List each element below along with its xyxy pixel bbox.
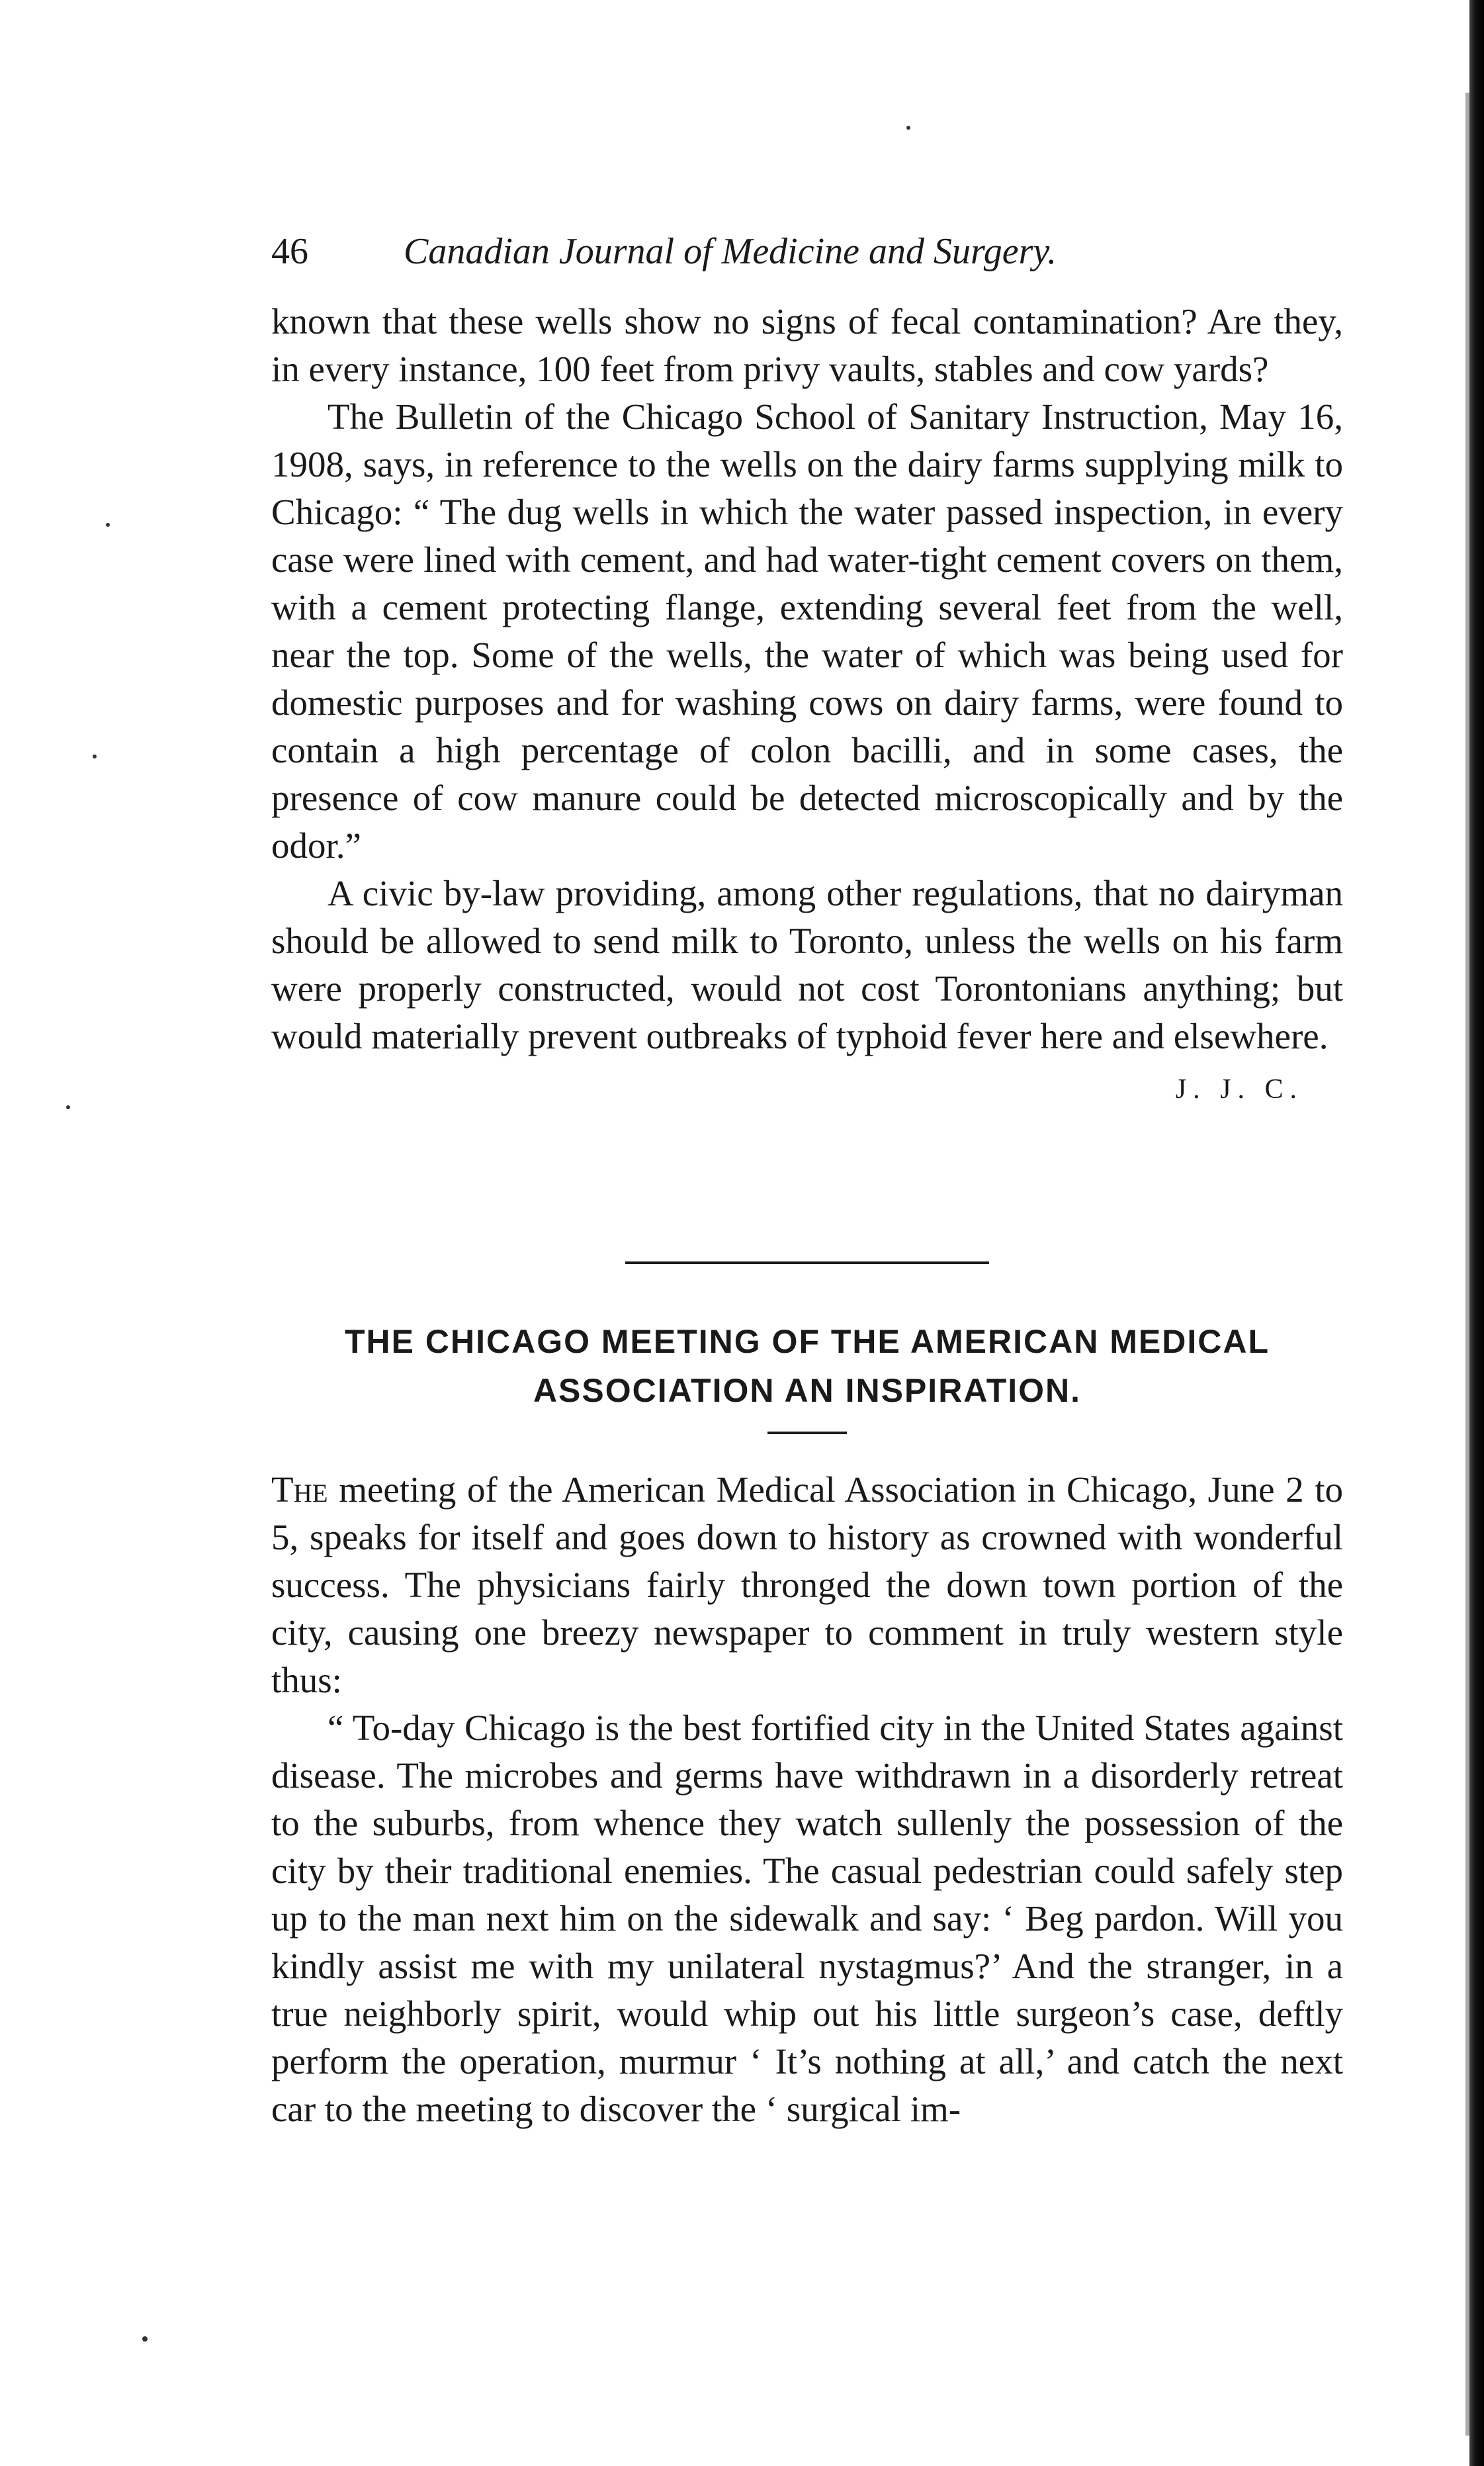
article-body — [271, 1466, 1343, 2133]
paragraph-bulletin-quote: The Bulletin of the Chicago School of Sanitary Instruction, May 16, 1908, says, in reference to the wells on the dairy farms supplying milk to Chicago: “ The dug wells in which the water passed inspection, in every case were lined with cement, and had water-tight cement covers on them, with a cement protecting flange, extending several feet from the well, near the top. Some of the wells, the water of which was being used for domestic purposes and for washing cows on dairy farms, were found to contain a high percentage of colon bacilli, and in some cases, the presence of cow manure could be detected microscopically and by the odor.” — [271, 396, 1343, 866]
page-number: 46 — [271, 231, 308, 272]
article-paragraph-intro — [271, 1466, 1343, 1704]
article-heading — [271, 1317, 1343, 1415]
print-speck — [93, 754, 97, 758]
paragraph-bylaw — [271, 870, 1343, 1105]
print-speck — [66, 1105, 70, 1109]
article-first-word: The — [271, 1469, 328, 1510]
section-divider — [625, 1261, 989, 1264]
article-paragraph-intro-text: meeting of the American Medical Association in Chicago, June 2 to 5, speaks for itself and goes down to history as crowned with wonderful success. The physicians fairly thronged the down town portion of the city, causing one breezy newspaper to comment in truly western style thus: — [271, 1469, 1343, 1700]
journal-title: Canadian Journal of Medicine and Surgery. — [404, 231, 1057, 272]
heading-rule — [767, 1432, 847, 1434]
article-heading-line-1: THE CHICAGO MEETING OF THE AMERICAN MEDICAL — [344, 1323, 1270, 1360]
print-speck — [142, 2336, 148, 2342]
print-speck — [906, 126, 910, 130]
article-heading-line-2: ASSOCIATION AN INSPIRATION. — [533, 1372, 1082, 1409]
page-binding-edge — [1469, 0, 1484, 2466]
running-head — [271, 222, 1211, 281]
continued-editorial — [271, 298, 1343, 1113]
article-paragraph-quote: “ To-day Chicago is the best fortified city in the United States against disease. The microbes and germs have withdrawn in a disorderly retreat to the suburbs, from whence they watch sullenly the possession of the city by their traditional enemies. The casual pedestrian could safely step up to the man next him on the sidewalk and say: ‘ Beg pardon. Will you kindly assist me with my unilateral nystagmus?’ And the stranger, in a true neighborly spirit, would whip out his little surgeon’s case, deftly perform the operation, murmur ‘ It’s nothing at all,’ and catch the next car to the meeting to discover the ‘ surgical im- — [271, 1708, 1343, 2129]
page-binding-shadow — [1465, 93, 1469, 2436]
author-initials: J. J. C. — [1175, 1074, 1303, 1105]
print-speck — [106, 523, 110, 527]
paragraph-continued: known that these wells show no signs of fecal contamination? Are they, in every instance, 100 feet from privy vaults, stables and cow yards? — [271, 301, 1343, 389]
paragraph-bylaw-text: A civic by-law providing, among other regulations, that no dairyman should be allowed to send milk to Toronto, unless the wells on his farm were properly constructed, would not cost Torontonians anything; but would materially prevent outbreaks of typhoid fever here and elsewhere. — [271, 873, 1343, 1056]
